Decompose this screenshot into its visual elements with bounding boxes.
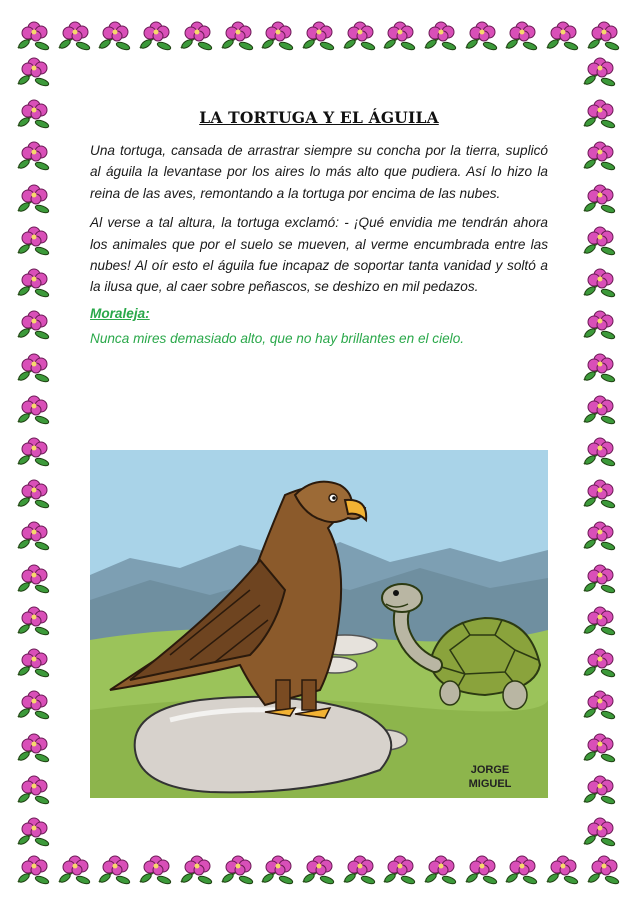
tortoise-head: [382, 584, 422, 612]
flower-icon: [14, 219, 54, 259]
flower-icon: [14, 848, 54, 888]
flower-icon: [580, 219, 620, 259]
flower-icon: [580, 599, 620, 639]
flower-icon: [580, 683, 620, 723]
flower-icon: [380, 848, 420, 888]
flower-icon: [421, 14, 461, 54]
flower-icon: [14, 768, 54, 808]
story-paragraph-2: Al verse a tal altura, la tortuga exclamó: - ¡Qué envidia me tendrán ahora los animales que por el suelo se mueven, al verme encumbrada entre las nubes! Al oír esto el águila fue incapaz de soportar tanta vanidad y soltó a la ilusa que, al caer sobre peñascos, se deshizo en mil pedazos.: [90, 215, 548, 295]
flower-icon: [218, 848, 258, 888]
flower-icon: [299, 848, 339, 888]
signature-line-2: MIGUEL: [468, 778, 512, 790]
flower-icon: [14, 134, 54, 174]
flower-icon: [177, 848, 217, 888]
flower-icon: [580, 557, 620, 597]
flower-icon: [14, 514, 54, 554]
flower-icon: [502, 848, 542, 888]
floral-border-left: [14, 50, 58, 850]
flower-icon: [218, 14, 258, 54]
flower-icon: [580, 388, 620, 428]
flower-icon: [462, 14, 502, 54]
flower-icon: [580, 303, 620, 343]
flower-icon: [580, 430, 620, 470]
flower-icon: [543, 848, 583, 888]
story-content: [90, 108, 548, 346]
flower-icon: [14, 726, 54, 766]
flower-icon: [580, 346, 620, 386]
flower-icon: [462, 848, 502, 888]
flower-icon: [177, 14, 217, 54]
flower-icon: [584, 14, 624, 54]
page-title: LA TORTUGA Y EL ÁGUILA: [199, 108, 439, 127]
flower-icon: [580, 472, 620, 512]
eagle-tortoise-illustration: [90, 450, 548, 798]
tortoise-eye: [393, 590, 399, 596]
flower-icon: [580, 726, 620, 766]
flower-icon: [580, 768, 620, 808]
flower-icon: [14, 388, 54, 428]
flower-icon: [421, 848, 461, 888]
flower-icon: [14, 430, 54, 470]
flower-icon: [580, 641, 620, 681]
flower-icon: [95, 14, 135, 54]
tortoise-leg-back: [503, 681, 527, 709]
flower-icon: [580, 177, 620, 217]
floral-border-right: [580, 50, 624, 850]
tortoise-leg-front: [440, 681, 460, 705]
flower-icon: [502, 14, 542, 54]
flower-icon: [340, 14, 380, 54]
flower-icon: [14, 177, 54, 217]
signature-line-1: JORGE: [470, 764, 510, 776]
floral-border-bottom: [14, 848, 624, 888]
flower-icon: [580, 134, 620, 174]
flower-icon: [14, 303, 54, 343]
flower-icon: [55, 14, 95, 54]
flower-icon: [258, 14, 298, 54]
flower-icon: [380, 14, 420, 54]
flower-icon: [14, 346, 54, 386]
flower-icon: [14, 14, 54, 54]
eagle-leg-right: [302, 680, 316, 710]
illustration-svg: [90, 450, 548, 798]
moral-text: Nunca mires demasiado alto, que no hay brillantes en el cielo.: [90, 330, 465, 346]
flower-icon: [580, 50, 620, 90]
flower-icon: [136, 848, 176, 888]
flower-icon: [14, 683, 54, 723]
flower-icon: [299, 14, 339, 54]
flower-icon: [55, 848, 95, 888]
flower-icon: [95, 848, 135, 888]
flower-icon: [14, 599, 54, 639]
flower-icon: [584, 848, 624, 888]
flower-icon: [136, 14, 176, 54]
flower-icon: [14, 810, 54, 850]
flower-icon: [543, 14, 583, 54]
moral-label: Moraleja:: [90, 305, 150, 321]
flower-icon: [580, 261, 620, 301]
eagle-leg-left: [276, 680, 290, 710]
flower-icon: [14, 261, 54, 301]
flower-icon: [14, 92, 54, 132]
flower-icon: [14, 50, 54, 90]
story-paragraph-1: Una tortuga, cansada de arrastrar siempre su concha por la tierra, suplicó al águila la levantase por los aires lo más alto que pudiera. Así lo hizo la reina de las aves, remontando a la tortuga por encima de las nubes.: [90, 143, 548, 201]
flower-icon: [258, 848, 298, 888]
flower-icon: [14, 472, 54, 512]
flower-icon: [14, 641, 54, 681]
floral-border-top: [14, 14, 624, 54]
flower-icon: [580, 92, 620, 132]
flower-icon: [14, 557, 54, 597]
flower-icon: [580, 810, 620, 850]
flower-icon: [340, 848, 380, 888]
flower-icon: [580, 514, 620, 554]
